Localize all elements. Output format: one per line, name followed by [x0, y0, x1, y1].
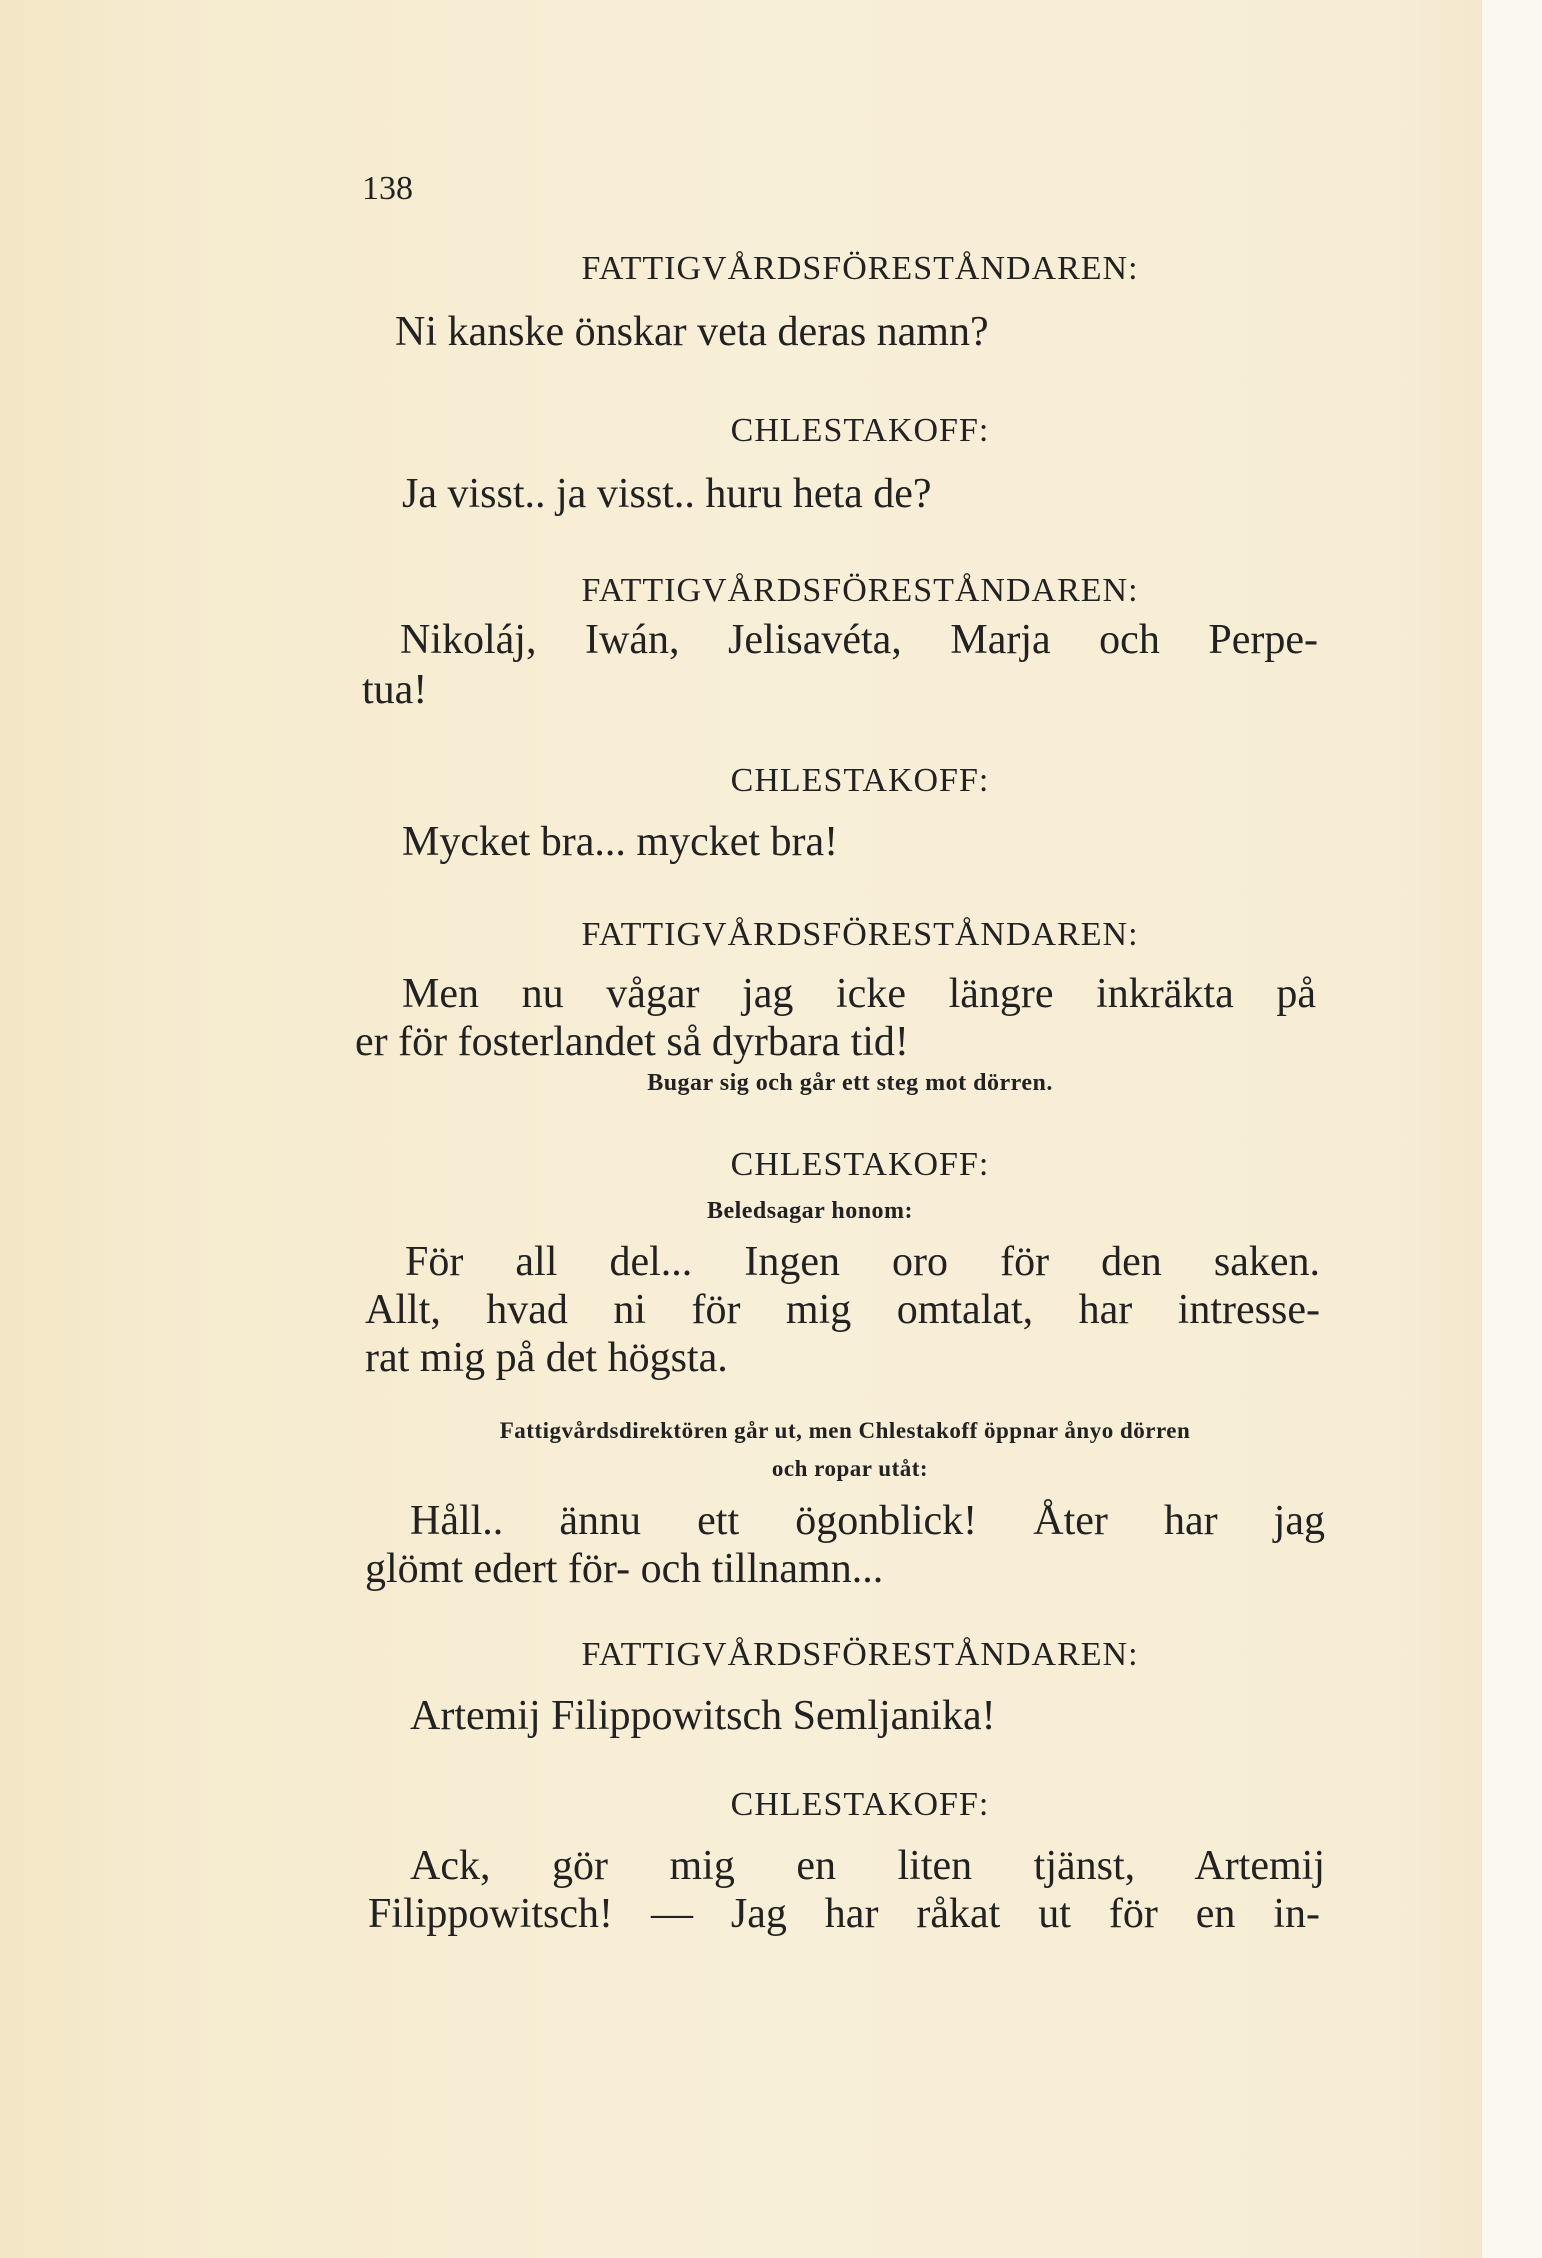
- dialogue-line: Ni kanske önskar veta deras namn?: [395, 309, 989, 355]
- dialogue-line: Håll.. ännu ett ögonblick! Åter har jag: [410, 1498, 1325, 1544]
- speaker-label: FATTIGVÅRDSFÖRESTÅNDAREN:: [581, 916, 1139, 953]
- dialogue-line: Allt, hvad ni för mig omtalat, har intresse-: [365, 1287, 1320, 1333]
- dialogue-line: rat mig på det högsta.: [365, 1335, 728, 1381]
- dialogue-line: Ja visst.. ja visst.. huru heta de?: [402, 471, 932, 517]
- stage-direction: Bugar sig och går ett steg mot dörren.: [647, 1070, 1053, 1096]
- speaker-label: CHLESTAKOFF:: [730, 762, 990, 799]
- dialogue-line: Men nu vågar jag icke längre inkräkta på: [402, 971, 1316, 1017]
- dialogue-line: er för fosterlandet så dyrbara tid!: [355, 1019, 909, 1065]
- speaker-label: FATTIGVÅRDSFÖRESTÅNDAREN:: [581, 250, 1139, 287]
- stage-direction: och ropar utåt:: [771, 1456, 929, 1481]
- dialogue-line: glömt edert för- och tillnamn...: [365, 1546, 884, 1592]
- dialogue-line: Filippowitsch! — Jag har råkat ut för en in-: [368, 1891, 1320, 1937]
- dialogue-line: Ack, gör mig en liten tjänst, Artemij: [410, 1843, 1325, 1889]
- speaker-label: CHLESTAKOFF:: [730, 1146, 990, 1183]
- dialogue-line: Artemij Filippowitsch Semljanika!: [410, 1693, 996, 1739]
- speaker-label: CHLESTAKOFF:: [730, 1786, 990, 1823]
- page-number: 138: [362, 170, 413, 207]
- stage-direction: Beledsagar honom:: [706, 1198, 914, 1224]
- stage-direction: Fattigvårdsdirektören går ut, men Chlestakoff öppnar ånyo dörren: [499, 1418, 1191, 1443]
- speaker-label: CHLESTAKOFF:: [730, 412, 990, 449]
- page-edge: [1482, 0, 1542, 2258]
- dialogue-line: tua!: [362, 667, 428, 713]
- dialogue-line: Mycket bra... mycket bra!: [402, 819, 839, 865]
- dialogue-line: Nikoláj, Iwán, Jelisavéta, Marja och Perpe-: [400, 617, 1318, 663]
- speaker-label: FATTIGVÅRDSFÖRESTÅNDAREN:: [581, 572, 1139, 609]
- dialogue-line: För all del... Ingen oro för den saken.: [405, 1239, 1320, 1285]
- speaker-label: FATTIGVÅRDSFÖRESTÅNDAREN:: [581, 1636, 1139, 1673]
